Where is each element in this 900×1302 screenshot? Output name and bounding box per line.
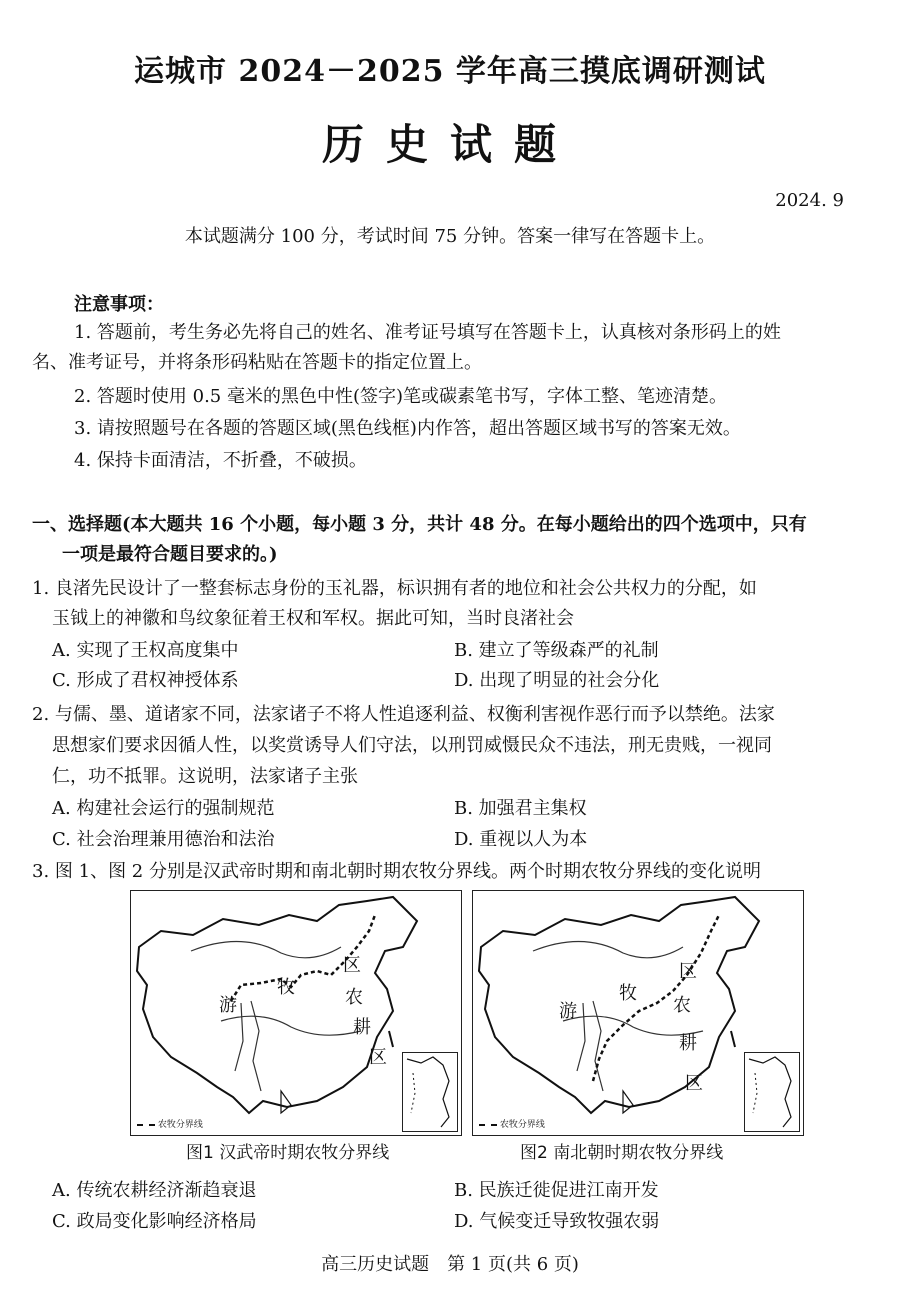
map-1-legend — [137, 1117, 203, 1130]
notice-item-3: 3. 请按照题号在各题的答题区域(黑色线框)内作答，超出答题区域书写的答案无效。 — [74, 418, 741, 439]
map-1-label-qu-bottom: 区 — [369, 1047, 387, 1068]
map-2-label-mu: 牧 — [619, 983, 637, 1004]
notice-item-4: 4. 保持卡面清洁，不折叠，不破损。 — [74, 450, 367, 471]
map-2-label-nong: 农 — [673, 995, 691, 1016]
question-2-stem-cont-1: 思想家们要求因循人性，以奖赏诱导人们守法，以刑罚威慑民众不违法，刑无贵贱，一视同 — [52, 735, 772, 756]
question-1-option-b: B. 建立了等级森严的礼制 — [454, 640, 659, 661]
map-2-label-you: 游 — [559, 1001, 577, 1022]
question-2-stem-cont-2: 仁，功不抵罪。这说明，法家诸子主张 — [52, 766, 358, 787]
subject-title: 历史试题 — [321, 120, 578, 169]
legend-line-1 — [137, 1124, 155, 1126]
map-1-label-qu-top: 区 — [343, 955, 361, 976]
question-1-option-c: C. 形成了君权神授体系 — [52, 670, 239, 691]
inset-map-1 — [403, 1053, 457, 1131]
inset-map-2 — [745, 1053, 799, 1131]
map-figure-1 — [130, 890, 462, 1136]
question-1-option-a: A. 实现了王权高度集中 — [52, 640, 239, 661]
notice-heading: 注意事项： — [74, 294, 164, 315]
notice-item-1: 1. 答题前，考生务必先将自己的姓名、准考证号填写在答题卡上，认真核对条形码上的姓 — [74, 322, 781, 343]
map-2-caption: 图2 南北朝时期农牧分界线 — [520, 1143, 724, 1163]
question-3-option-d: D. 气候变迁导致牧强农弱 — [454, 1211, 660, 1232]
map-2-inset-south-china-sea — [744, 1052, 800, 1132]
exam-date: 2024. 9 — [775, 190, 844, 211]
map-1-label-geng: 耕 — [353, 1017, 371, 1038]
notice-item-1-cont: 名、准考证号，并将条形码粘贴在答题卡的指定位置上。 — [32, 352, 482, 373]
map-2-legend — [479, 1117, 545, 1130]
question-3-option-b: B. 民族迁徙促进江南开发 — [454, 1180, 659, 1201]
map-1-label-nong: 农 — [345, 987, 363, 1008]
map-1-label-you: 游 — [219, 995, 237, 1016]
section-heading: 一、选择题(本大题共 16 个小题，每小题 3 分，共计 48 分。在每小题给出的四个选项中，只有 — [32, 514, 807, 535]
map-1-caption: 图1 汉武帝时期农牧分界线 — [186, 1143, 390, 1163]
map-2-label-qu-bottom: 区 — [685, 1073, 703, 1094]
exam-title: 运城市 2024－2025 学年高三摸底调研测试 — [134, 54, 766, 89]
question-2-option-b: B. 加强君主集权 — [454, 798, 587, 819]
map-figure-2 — [472, 890, 804, 1136]
question-2-option-c: C. 社会治理兼用德治和法治 — [52, 829, 275, 850]
map-2-label-geng: 耕 — [679, 1033, 697, 1054]
question-3-stem: 3. 图 1、图 2 分别是汉武帝时期和南北朝时期农牧分界线。两个时期农牧分界线的变化说明 — [32, 861, 761, 882]
map-1-inset-south-china-sea — [402, 1052, 458, 1132]
map-2-label-qu-top: 区 — [679, 961, 697, 982]
question-2-option-a: A. 构建社会运行的强制规范 — [52, 798, 275, 819]
section-heading-cont: 一项是最符合题目要求的。) — [62, 544, 278, 565]
question-3-option-c: C. 政局变化影响经济格局 — [52, 1211, 257, 1232]
question-1-option-d: D. 出现了明显的社会分化 — [454, 670, 660, 691]
question-2-stem: 2. 与儒、墨、道诸家不同，法家诸子不将人性追逐利益、权衡利害视作恶行而予以禁绝。法家 — [32, 704, 775, 725]
question-1-stem: 1. 良渚先民设计了一整套标志身份的玉礼器，标识拥有者的地位和社会公共权力的分配，如 — [32, 578, 757, 599]
question-2-option-d: D. 重视以人为本 — [454, 829, 588, 850]
question-3-option-a: A. 传统农耕经济渐趋衰退 — [52, 1180, 257, 1201]
notice-item-2: 2. 答题时使用 0.5 毫米的黑色中性(签字)笔或碳素笔书写，字体工整、笔迹清楚。 — [74, 386, 728, 407]
map-2-legend-label: 农牧分界线 — [499, 1120, 545, 1130]
map-1-label-mu: 牧 — [277, 977, 295, 998]
question-1-stem-cont: 玉钺上的神徽和鸟纹象征着王权和军权。据此可知，当时良渚社会 — [52, 608, 574, 629]
legend-line-2 — [479, 1124, 497, 1126]
page-footer: 高三历史试题 第 1 页(共 6 页) — [321, 1254, 579, 1275]
map-1-legend-label: 农牧分界线 — [157, 1120, 203, 1130]
exam-intro: 本试题满分 100 分，考试时间 75 分钟。答案一律写在答题卡上。 — [184, 226, 716, 247]
